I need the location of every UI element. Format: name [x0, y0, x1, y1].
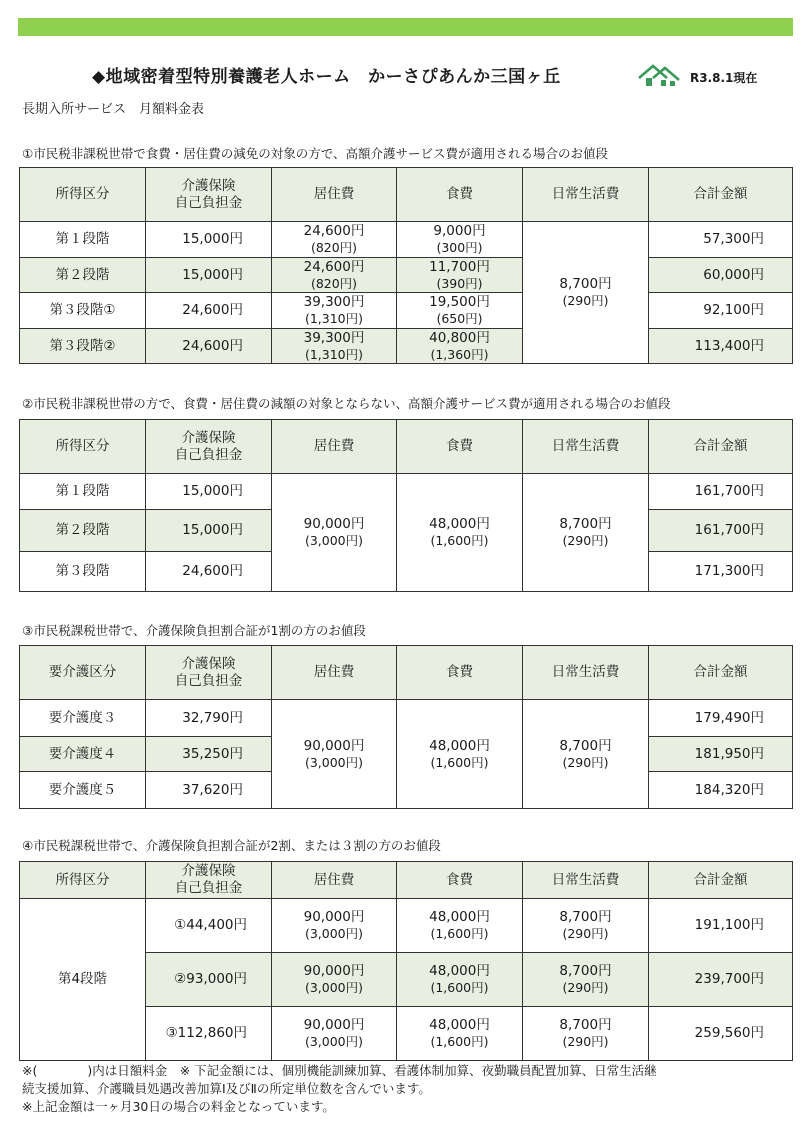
table-row: [20, 222, 793, 258]
copay-cell: ①44,400円: [146, 899, 272, 953]
page-title: ◆地域密着型特別養護老人ホーム かーさぴあんか三国ヶ丘: [92, 67, 561, 87]
residence-cell: 90,000円 (3,000円): [272, 700, 397, 809]
food-cell: 48,000円 (1,600円): [397, 899, 523, 953]
residence-cell: 90,000円 (3,000円): [272, 953, 397, 1007]
residence-cell: 90,000円 (3,000円): [272, 1007, 397, 1061]
residence-cell: 90,000円 (3,000円): [272, 474, 397, 592]
col-header-food: 食費: [397, 862, 523, 899]
col-header-daily: 日常生活費: [523, 168, 649, 222]
food-cell: 19,500円 (650円): [397, 293, 523, 329]
copay-cell: ③112,860円: [146, 1007, 272, 1061]
residence-cell: 39,300円 (1,310円): [272, 329, 397, 364]
copay-cell: 24,600円: [146, 329, 272, 364]
col-header-copay: 介護保険 自己負担金: [146, 420, 272, 474]
copay-cell: 15,000円: [146, 222, 272, 258]
section2-title: ②市民税非課税世帯の方で、食費・居住費の減額の対象とならない、高額介護サービス費が適用される場合のお値段: [22, 396, 671, 411]
col-header-copay: 介護保険 自己負担金: [146, 862, 272, 899]
copay-cell: 24,600円: [146, 293, 272, 329]
col-header-residence: 居住費: [272, 420, 397, 474]
title-row: [0, 62, 811, 90]
food-cell: 48,000円 (1,600円): [397, 474, 523, 592]
copay-cell: 15,000円: [146, 474, 272, 510]
col-header-daily: 日常生活費: [523, 646, 649, 700]
col-header-total: 合計金額: [649, 646, 793, 700]
col-header-daily: 日常生活費: [523, 862, 649, 899]
daily-living-cell: 8,700円 (290円): [523, 222, 649, 364]
house-roof-logo-icon: [637, 62, 681, 88]
col-header-copay: 介護保険 自己負担金: [146, 646, 272, 700]
copay-cell: ②93,000円: [146, 953, 272, 1007]
residence-cell: 90,000円 (3,000円): [272, 899, 397, 953]
section2-table: [19, 419, 793, 592]
table-row: [20, 899, 793, 953]
copay-cell: 37,620円: [146, 772, 272, 809]
daily-living-cell: 8,700円 (290円): [523, 474, 649, 592]
total-cell: 191,100円: [649, 899, 793, 953]
footer-notes: [22, 1062, 792, 1116]
section4-title: ④市民税課税世帯で、介護保険負担割合証が2割、または３割の方のお値段: [22, 838, 441, 853]
residence-cell: 39,300円 (1,310円): [272, 293, 397, 329]
food-cell: 9,000円 (300円): [397, 222, 523, 258]
copay-cell: 15,000円: [146, 510, 272, 552]
total-cell: 181,950円: [649, 737, 793, 772]
section3-title: ③市民税課税世帯で、介護保険負担割合証が1割の方のお値段: [22, 623, 366, 638]
col-header-residence: 居住費: [272, 862, 397, 899]
section4-table: [19, 861, 793, 1061]
col-header-income: 所得区分: [20, 168, 146, 222]
food-cell: 11,700円 (390円): [397, 258, 523, 293]
total-cell: 179,490円: [649, 700, 793, 737]
copay-cell: 35,250円: [146, 737, 272, 772]
col-header-daily: 日常生活費: [523, 420, 649, 474]
total-cell: 184,320円: [649, 772, 793, 809]
table-row: [20, 293, 793, 329]
row-label: 第２段階: [20, 510, 146, 552]
daily-living-cell: 8,700円 (290円): [523, 1007, 649, 1061]
row-label: 第３段階: [20, 552, 146, 592]
total-cell: 60,000円: [649, 258, 793, 293]
table-row: [20, 329, 793, 364]
total-cell: 239,700円: [649, 953, 793, 1007]
col-header-residence: 居住費: [272, 646, 397, 700]
col-header-total: 合計金額: [649, 168, 793, 222]
footer-note-line: ※上記金額は一ヶ月30日の場合の料金となっています。: [22, 1099, 335, 1115]
row-label: 要介護度４: [20, 737, 146, 772]
row-label: 第３段階①: [20, 293, 146, 329]
row-label: 第２段階: [20, 258, 146, 293]
total-cell: 92,100円: [649, 293, 793, 329]
total-cell: 161,700円: [649, 474, 793, 510]
copay-cell: 24,600円: [146, 552, 272, 592]
residence-cell: 24,600円 (820円): [272, 222, 397, 258]
daily-living-cell: 8,700円 (290円): [523, 953, 649, 1007]
food-cell: 40,800円 (1,360円): [397, 329, 523, 364]
total-cell: 259,560円: [649, 1007, 793, 1061]
col-header-total: 合計金額: [649, 862, 793, 899]
footer-note-line: ※( )内は日額料金 ※ 下記金額には、個別機能訓練加算、看護体制加算、夜勤職員配置加算、日常生活継: [22, 1063, 657, 1078]
daily-living-cell: 8,700円 (290円): [523, 700, 649, 809]
header-accent-bar: [18, 18, 793, 36]
col-header-residence: 居住費: [272, 168, 397, 222]
daily-living-cell: 8,700円 (290円): [523, 899, 649, 953]
col-header-total: 合計金額: [649, 420, 793, 474]
total-cell: 113,400円: [649, 329, 793, 364]
col-header-food: 食費: [397, 646, 523, 700]
residence-cell: 24,600円 (820円): [272, 258, 397, 293]
food-cell: 48,000円 (1,600円): [397, 700, 523, 809]
table-row: [20, 700, 793, 737]
footer-note-line: 続支援加算、介護職員処遇改善加算Ⅰ及びⅡの所定単位数を含んでいます。: [22, 1081, 431, 1097]
row-label: 要介護度３: [20, 700, 146, 737]
row-label: 第4段階: [20, 899, 146, 1061]
col-header-care-level: 要介護区分: [20, 646, 146, 700]
col-header-food: 食費: [397, 168, 523, 222]
col-header-income: 所得区分: [20, 420, 146, 474]
row-label: 第１段階: [20, 222, 146, 258]
date-label: R3.8.1現在: [690, 71, 758, 85]
copay-cell: 15,000円: [146, 258, 272, 293]
total-cell: 161,700円: [649, 510, 793, 552]
section3-table: [19, 645, 793, 809]
row-label: 要介護度５: [20, 772, 146, 809]
table-row: [20, 258, 793, 293]
row-label: 第３段階②: [20, 329, 146, 364]
col-header-copay: 介護保険 自己負担金: [146, 168, 272, 222]
page-subtitle: 長期入所サービス 月額料金表: [22, 102, 205, 117]
total-cell: 57,300円: [649, 222, 793, 258]
col-header-income: 所得区分: [20, 862, 146, 899]
table-row: [20, 474, 793, 510]
row-label: 第１段階: [20, 474, 146, 510]
col-header-food: 食費: [397, 420, 523, 474]
copay-cell: 32,790円: [146, 700, 272, 737]
food-cell: 48,000円 (1,600円): [397, 1007, 523, 1061]
total-cell: 171,300円: [649, 552, 793, 592]
section1-table: [19, 167, 793, 364]
food-cell: 48,000円 (1,600円): [397, 953, 523, 1007]
section1-title: ①市民税非課税世帯で食費・居住費の減免の対象の方で、高額介護サービス費が適用される場合のお値段: [22, 146, 608, 161]
